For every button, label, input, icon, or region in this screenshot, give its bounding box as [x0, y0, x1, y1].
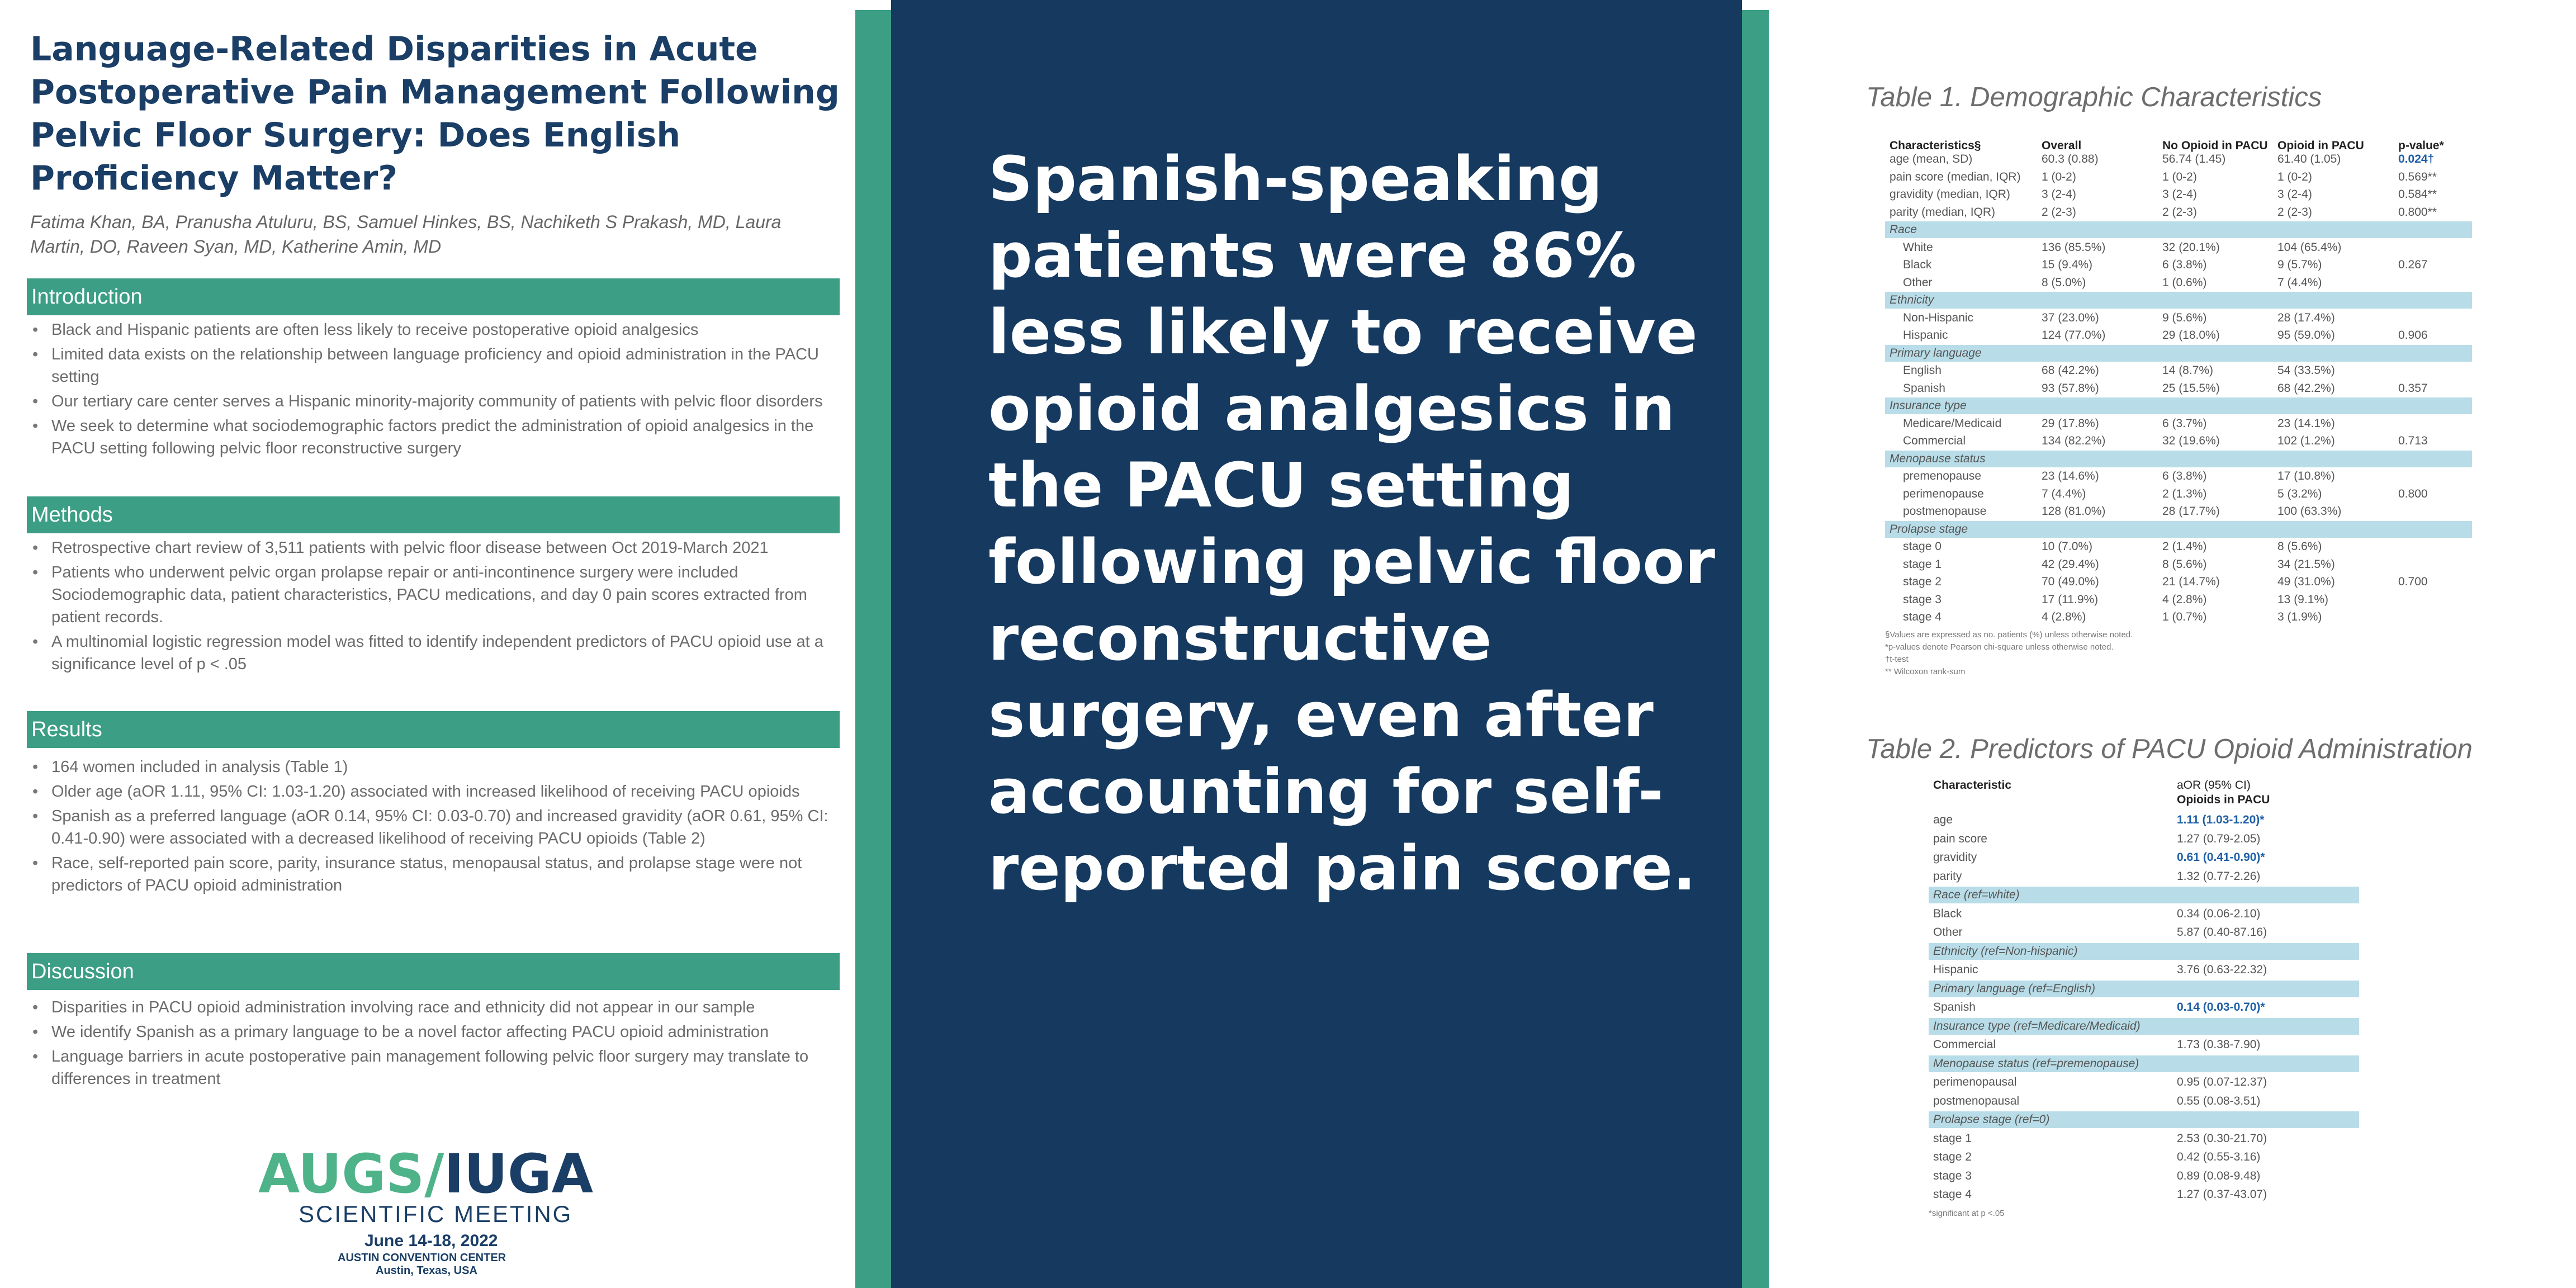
logo-iuga: IUGA: [444, 1143, 594, 1205]
table1-cell: 32 (19.6%): [2162, 434, 2220, 447]
table1-cell: 34 (21.5%): [2277, 557, 2335, 571]
results-bullet: • Race, self-reported pain score, parity, insurance status, menopausal status, and prolapse stage were not predictors of PACU opioid administration: [30, 852, 841, 897]
table2-cell: Commercial: [1933, 1038, 1996, 1051]
table1-cell: 136 (85.5%): [2042, 240, 2106, 254]
table2-row: [1929, 831, 2359, 847]
results-bullet: • Spanish as a preferred language (aOR 0.14, 95% CI: 0.03-0.70) and increased gravidity (aOR 0.61, 95% CI: 0.41-0.90) were associated with a decreased likelihood of receiving PACU opioids (Table 2): [30, 805, 841, 850]
table1-cell: postmenopause: [1903, 505, 1987, 518]
discussion-bullet: • Disparities in PACU opioid administration involving race and ethnicity did not appear in our sample: [30, 996, 841, 1019]
table2-cell: perimenopausal: [1933, 1076, 2017, 1088]
table2-group-band: [1929, 943, 2359, 960]
table1-cell: 0.357: [2398, 381, 2428, 395]
table1-row: [1885, 433, 2472, 449]
table1-row: [1885, 486, 2472, 503]
table2-group-label: Insurance type (ref=Medicare/Medicaid): [1933, 1019, 2141, 1033]
table1-row: [1885, 239, 2472, 256]
table1-cell: 3 (1.9%): [2277, 610, 2322, 623]
table1-row: [1885, 204, 2472, 221]
table1-row: [1885, 556, 2472, 573]
table1-cell: Non-Hispanic: [1903, 311, 1974, 324]
table1-row: [1885, 327, 2472, 344]
table2-row: [1929, 924, 2359, 941]
table1-cell: Commercial: [1903, 434, 1966, 447]
table2-cell: Black: [1933, 907, 1962, 920]
table1-group-band: [1885, 292, 2472, 309]
introduction-heading: Introduction: [27, 278, 840, 315]
table1-cell: 0.800**: [2398, 205, 2437, 219]
table2-group-band: [1929, 887, 2359, 903]
table1-row: [1885, 574, 2472, 590]
table2-row: [1929, 1186, 2359, 1203]
table1-cell: 93 (57.8%): [2042, 381, 2099, 395]
table1-footnote: ** Wilcoxon rank-sum: [1885, 666, 1966, 676]
table1-cell: 104 (65.4%): [2277, 240, 2342, 254]
logo-subtitle: SCIENTIFIC MEETING: [299, 1201, 573, 1227]
table1-cell: 4 (2.8%): [2162, 593, 2207, 606]
table1-cell: 37 (23.0%): [2042, 311, 2099, 324]
table2-row: [1929, 1074, 2359, 1091]
table1-cell: 32 (20.1%): [2162, 240, 2220, 254]
table1-cell: 5 (3.2%): [2277, 487, 2322, 500]
table2-cell: 5.87 (0.40-87.16): [2177, 926, 2267, 939]
table2-cell: 1.27 (0.79-2.05): [2177, 832, 2261, 845]
table1-row: [1885, 169, 2472, 186]
table1-cell: 1 (0-2): [2277, 170, 2312, 183]
table1-group-label: Ethnicity: [1890, 293, 1934, 306]
table1-cell: 1 (0.7%): [2162, 610, 2207, 623]
table1-cell: 0.700: [2398, 575, 2428, 588]
table1-cell: perimenopause: [1903, 487, 1984, 500]
table1-cell: White: [1903, 240, 1933, 254]
table1-group-label: Insurance type: [1890, 399, 1967, 412]
table1-header-cell: Characteristics§: [1890, 139, 1981, 152]
table2-row: [1929, 962, 2359, 978]
table2-group-band: [1929, 981, 2359, 997]
table1-group-band: [1885, 345, 2472, 362]
table1-cell: 0.569**: [2398, 170, 2437, 183]
table1-cell: 42 (29.4%): [2042, 557, 2099, 571]
table1-header-cell: Opioid in PACU: [2277, 139, 2364, 152]
augs-iuga-logo: [258, 1143, 594, 1205]
table1-cell: 128 (81.0%): [2042, 505, 2106, 518]
poster-title: Language-Related Disparities in Acute Postoperative Pain Management Following Pelvic Floor Surgery: Does English Proficiency Matter?: [30, 30, 840, 198]
table1-cell: Black: [1903, 258, 1932, 271]
table2-row: [1929, 1093, 2359, 1110]
table2-cell: 0.14 (0.03-0.70)*: [2177, 1001, 2265, 1014]
table2-cell: postmenopausal: [1933, 1094, 2020, 1107]
results-heading: Results: [27, 711, 840, 748]
table2-cell: 2.53 (0.30-21.70): [2177, 1131, 2267, 1145]
table1-header-cell: No Opioid in PACU: [2162, 139, 2268, 152]
logo-slash: /: [424, 1143, 444, 1205]
table1-cell: parity (median, IQR): [1890, 205, 1996, 219]
table2-cell: stage 2: [1933, 1150, 1972, 1163]
table1-cell: 9 (5.7%): [2277, 258, 2322, 271]
intro-bullet: • Our tertiary care center serves a Hispanic minority-majority community of patients with pelvic floor disorders: [30, 390, 841, 413]
table1-cell: 1 (0-2): [2042, 170, 2076, 183]
table1-cell: 0.024†: [2398, 153, 2435, 165]
table2-cell: stage 4: [1933, 1188, 1972, 1201]
table1-cell: 29 (17.8%): [2042, 416, 2099, 430]
table1-cell: 9 (5.6%): [2162, 311, 2207, 324]
meeting-venue: AUSTIN CONVENTION CENTER: [338, 1252, 506, 1264]
table2-group-band: [1929, 1055, 2359, 1072]
table1-row: [1885, 151, 2472, 168]
meeting-city: Austin, Texas, USA: [376, 1265, 477, 1277]
table2-header-cell: Characteristic: [1933, 779, 2012, 792]
table1-cell: 28 (17.4%): [2277, 311, 2335, 324]
table1-cell: 17 (10.8%): [2277, 470, 2335, 482]
table1-row: [1885, 186, 2472, 203]
table1-cell: 21 (14.7%): [2162, 575, 2220, 588]
table1-cell: stage 1: [1903, 557, 1942, 571]
table1-cell: 6 (3.8%): [2162, 470, 2207, 482]
table2-cell: stage 1: [1933, 1131, 1972, 1145]
author-list: Fatima Khan, BA, Pranusha Atuluru, BS, Samuel Hinkes, BS, Nachiketh S Prakash, MD, Laura Martin, DO, Raveen Syan, MD, Katherine Amin, MD: [30, 212, 782, 257]
table2-group-band: [1929, 1111, 2359, 1128]
table1-cell: 6 (3.7%): [2162, 416, 2207, 430]
predictors-table: [1929, 777, 2359, 1224]
table2-cell: 0.95 (0.07-12.37): [2177, 1076, 2267, 1088]
table1-cell: 2 (1.3%): [2162, 487, 2207, 500]
table1-cell: 3 (2-4): [2042, 188, 2076, 201]
table2-group-label: Menopause status (ref=premenopause): [1933, 1057, 2139, 1070]
table1-cell: 8 (5.0%): [2042, 276, 2086, 289]
table1-cell: 0.906: [2398, 329, 2428, 342]
table2-group-label: Prolapse stage (ref=0): [1933, 1113, 2050, 1126]
table1-row: [1885, 310, 2472, 326]
table1-footnote: *p-values denote Pearson chi-square unless otherwise noted.: [1885, 642, 2114, 652]
table2-cell: Spanish: [1933, 1001, 1976, 1014]
table1-row: [1885, 362, 2472, 379]
table1-cell: 68 (42.2%): [2042, 364, 2099, 377]
table1-cell: 102 (1.2%): [2277, 434, 2335, 447]
table1-cell: 2 (1.4%): [2162, 540, 2207, 553]
table1-cell: 14 (8.7%): [2162, 364, 2214, 377]
table2-cell: 0.42 (0.55-3.16): [2177, 1150, 2261, 1163]
table2-cell: parity: [1933, 869, 1962, 883]
methods-heading: Methods: [27, 496, 840, 533]
table1-cell: 29 (18.0%): [2162, 329, 2220, 342]
table2-cell: 0.34 (0.06-2.10): [2177, 907, 2261, 920]
table2-group-label: Ethnicity (ref=Non-hispanic): [1933, 944, 2078, 958]
table1-cell: stage 2: [1903, 575, 1942, 588]
table1-cell: 13 (9.1%): [2277, 593, 2329, 606]
table2-row: [1929, 1130, 2359, 1147]
table1-cell: 124 (77.0%): [2042, 329, 2106, 342]
table2-header-cell: Opioids in PACU: [2177, 793, 2270, 806]
table1-cell: 134 (82.2%): [2042, 434, 2106, 447]
methods-bullet: • Patients who underwent pelvic organ prolapse repair or anti-incontinence surgery were included Sociodemographic data, patient characteristics, PACU medications, and day 0 pain scores extracted from patient records.: [30, 561, 841, 628]
intro-bullet: • Limited data exists on the relationship between language proficiency and opioid administration in the PACU setting: [30, 343, 841, 388]
table2-subheader-row: [1929, 792, 2359, 808]
table1-cell: stage 4: [1903, 610, 1942, 623]
table1-group-label: Prolapse stage: [1890, 522, 1968, 536]
table1-cell: premenopause: [1903, 470, 1982, 482]
table1-cell: 60.3 (0.88): [2042, 153, 2099, 165]
table1-cell: 95 (59.0%): [2277, 329, 2335, 342]
table1-header-cell: p-value*: [2398, 139, 2444, 152]
discussion-bullet: • Language barriers in acute postoperative pain management following pelvic floor surgery may translate to differences in treatment: [30, 1045, 841, 1090]
table2-cell: 1.11 (1.03-1.20)*: [2177, 813, 2265, 826]
table1-cell: 4 (2.8%): [2042, 610, 2086, 623]
table2-row: [1929, 999, 2359, 1016]
table2-cell: pain score: [1933, 832, 1987, 845]
table1-row: [1885, 503, 2472, 520]
table1-cell: 0.713: [2398, 434, 2428, 447]
table1-row: [1885, 274, 2472, 291]
meeting-dates: June 14-18, 2022: [364, 1232, 498, 1250]
table2-cell: stage 3: [1933, 1169, 1972, 1182]
table1-cell: 49 (31.0%): [2277, 575, 2335, 588]
methods-bullet: • Retrospective chart review of 3,511 patients with pelvic floor disease between Oct 2019-March 2021: [30, 537, 841, 559]
table1-group-band: [1885, 451, 2472, 467]
table1-group-band: [1885, 397, 2472, 414]
table1-footnote: §Values are expressed as no. patients (%) unless otherwise noted.: [1885, 629, 2133, 640]
table1-cell: 0.800: [2398, 487, 2428, 500]
table1-cell: 7 (4.4%): [2042, 487, 2086, 500]
table2-cell: 0.55 (0.08-3.51): [2177, 1094, 2261, 1107]
table2-row: [1929, 1036, 2359, 1053]
table1-group-band: [1885, 521, 2472, 538]
results-bullet: • 164 women included in analysis (Table 1): [30, 756, 841, 778]
table2-cell: Hispanic: [1933, 963, 1978, 976]
table1-cell: 3 (2-4): [2162, 188, 2197, 201]
table2-row: [1929, 812, 2359, 828]
results-bullet: • Older age (aOR 1.11, 95% CI: 1.03-1.20) associated with increased likelihood of receiving PACU opioids: [30, 780, 841, 803]
table2-cell: 0.61 (0.41-0.90)*: [2177, 851, 2265, 864]
table2-group-label: Race (ref=white): [1933, 888, 2020, 901]
table1-row: [1885, 591, 2472, 608]
table1-row: [1885, 609, 2472, 626]
table2-cell: 1.32 (0.77-2.26): [2177, 869, 2261, 883]
table1-cell: 8 (5.6%): [2277, 540, 2322, 553]
table1-caption: Table 1. Demographic Characteristics: [1866, 82, 2322, 112]
table2-cell: Other: [1933, 926, 1963, 939]
table2-group-band: [1929, 1018, 2359, 1035]
table1-cell: 54 (33.5%): [2277, 364, 2335, 377]
table1-cell: 8 (5.6%): [2162, 557, 2207, 571]
intro-bullet: • We seek to determine what sociodemographic factors predict the administration of opioid analgesics in the PACU setting following pelvic floor reconstructive surgery: [30, 415, 841, 460]
table1-cell: 2 (2-3): [2042, 205, 2076, 219]
table1-cell: 23 (14.6%): [2042, 470, 2099, 482]
table2-header-cell: aOR (95% CI): [2177, 779, 2251, 792]
table2-cell: 0.89 (0.08-9.48): [2177, 1169, 2261, 1182]
table1-cell: Spanish: [1903, 381, 1945, 395]
demographics-table: [1885, 138, 2478, 676]
table1-cell: 100 (63.3%): [2277, 505, 2342, 518]
table1-cell: 25 (15.5%): [2162, 381, 2220, 395]
table1-cell: 0.584**: [2398, 188, 2437, 201]
table2-cell: gravidity: [1933, 851, 1977, 864]
table1-cell: Other: [1903, 276, 1933, 289]
table2-group-label: Primary language (ref=English): [1933, 982, 2096, 995]
table2-cell: 1.27 (0.37-43.07): [2177, 1188, 2267, 1201]
table2-row: [1929, 849, 2359, 866]
table1-cell: Medicare/Medicaid: [1903, 416, 2002, 430]
table1-cell: 2 (2-3): [2162, 205, 2197, 219]
table1-cell: 70 (49.0%): [2042, 575, 2099, 588]
table1-cell: 6 (3.8%): [2162, 258, 2207, 271]
table1-cell: 17 (11.9%): [2042, 593, 2099, 606]
table1-cell: 2 (2-3): [2277, 205, 2312, 219]
table1-cell: 10 (7.0%): [2042, 540, 2093, 553]
table1-cell: 68 (42.2%): [2277, 381, 2335, 395]
table1-cell: stage 0: [1903, 540, 1942, 553]
logo-augs: AUGS: [258, 1143, 425, 1205]
methods-bullet: • A multinomial logistic regression model was fitted to identify independent predictors of PACU opioid use at a significance level of p < .05: [30, 631, 841, 675]
table1-cell: 61.40 (1.05): [2277, 153, 2341, 165]
table1-cell: 1 (0.6%): [2162, 276, 2207, 289]
discussion-heading: Discussion: [27, 953, 840, 990]
table1-cell: 56.74 (1.45): [2162, 153, 2226, 165]
table2-cell: 3.76 (0.63-22.32): [2177, 963, 2267, 976]
intro-bullet: • Black and Hispanic patients are often less likely to receive postoperative opioid analgesics: [30, 319, 841, 341]
table1-cell: 28 (17.7%): [2162, 505, 2220, 518]
table2-cell: 1.73 (0.38-7.90): [2177, 1038, 2261, 1051]
table2-row: [1929, 1149, 2359, 1166]
results-bullets: [30, 756, 841, 899]
table1-cell: 1 (0-2): [2162, 170, 2197, 183]
table1-cell: 7 (4.4%): [2277, 276, 2322, 289]
table1-row: [1885, 468, 2472, 485]
key-finding-text: Spanish-speaking patients were 86% less likely to receive opioid analgesics in the PACU setting following pelvic floor reconstructive surgery, even after accounting for self-reported pain score.: [988, 143, 1715, 904]
table1-row: [1885, 415, 2472, 432]
table2-footnote: *significant at p <.05: [1929, 1208, 2005, 1218]
table1-cell: age (mean, SD): [1890, 153, 1973, 165]
table1-group-band: [1885, 221, 2472, 238]
table2-row: [1929, 868, 2359, 885]
table1-group-label: Menopause status: [1890, 452, 1986, 465]
table1-cell: 0.267: [2398, 258, 2428, 271]
table1-row: [1885, 380, 2472, 397]
table1-cell: 15 (9.4%): [2042, 258, 2093, 271]
table1-row: [1885, 538, 2472, 555]
table1-cell: 23 (14.1%): [2277, 416, 2335, 430]
table2-cell: age: [1933, 813, 1953, 826]
table1-cell: gravidity (median, IQR): [1890, 188, 2010, 201]
table1-cell: 3 (2-4): [2277, 188, 2312, 201]
table2-row: [1929, 1168, 2359, 1185]
table1-cell: stage 3: [1903, 593, 1942, 606]
discussion-bullets: [30, 996, 841, 1092]
table1-cell: pain score (median, IQR): [1890, 170, 2021, 183]
table1-group-label: Race: [1890, 223, 1917, 236]
table1-row: [1885, 257, 2472, 273]
table2-caption: Table 2. Predictors of PACU Opioid Administration: [1866, 734, 2473, 764]
introduction-bullets: [30, 319, 841, 462]
discussion-bullet: • We identify Spanish as a primary language to be a novel factor affecting PACU opioid administration: [30, 1021, 841, 1043]
table1-cell: Hispanic: [1903, 329, 1948, 342]
table1-header-cell: Overall: [2042, 139, 2082, 152]
table1-group-label: Primary language: [1890, 346, 1982, 359]
table1-cell: English: [1903, 364, 1942, 377]
methods-bullets: [30, 537, 841, 678]
table1-footnote: †t-test: [1885, 654, 1909, 664]
table2-row: [1929, 906, 2359, 922]
